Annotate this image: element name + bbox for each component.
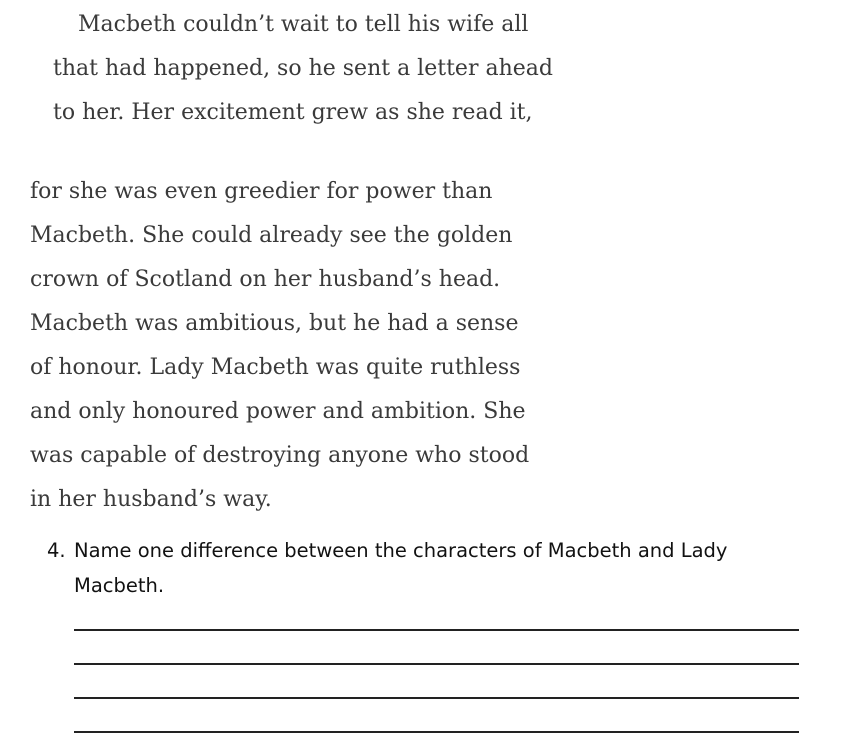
question-number: 4.	[47, 539, 66, 562]
passage-line: and only honoured power and ambition. She	[30, 399, 526, 424]
question-text-line-2: Macbeth.	[74, 574, 165, 597]
answer-line[interactable]	[74, 629, 799, 631]
passage-line: Macbeth. She could already see the golden	[30, 223, 513, 248]
passage-line: crown of Scotland on her husband’s head.	[30, 267, 501, 292]
answer-line[interactable]	[74, 663, 799, 665]
passage-line: Macbeth couldn’t wait to tell his wife all	[78, 12, 529, 37]
passage-line: that had happened, so he sent a letter ahead	[53, 56, 553, 81]
answer-line[interactable]	[74, 731, 799, 733]
passage-line: of honour. Lady Macbeth was quite ruthless	[30, 355, 521, 380]
answer-line[interactable]	[74, 697, 799, 699]
passage-line: Macbeth was ambitious, but he had a sense	[30, 311, 519, 336]
passage-line: for she was even greedier for power than	[30, 179, 493, 204]
passage-line: to her. Her excitement grew as she read it,	[53, 100, 533, 125]
passage-line: was capable of destroying anyone who stood	[30, 443, 530, 468]
question-text-line-1: Name one difference between the characters of Macbeth and Lady	[74, 539, 728, 562]
passage-line: in her husband’s way.	[30, 487, 272, 512]
